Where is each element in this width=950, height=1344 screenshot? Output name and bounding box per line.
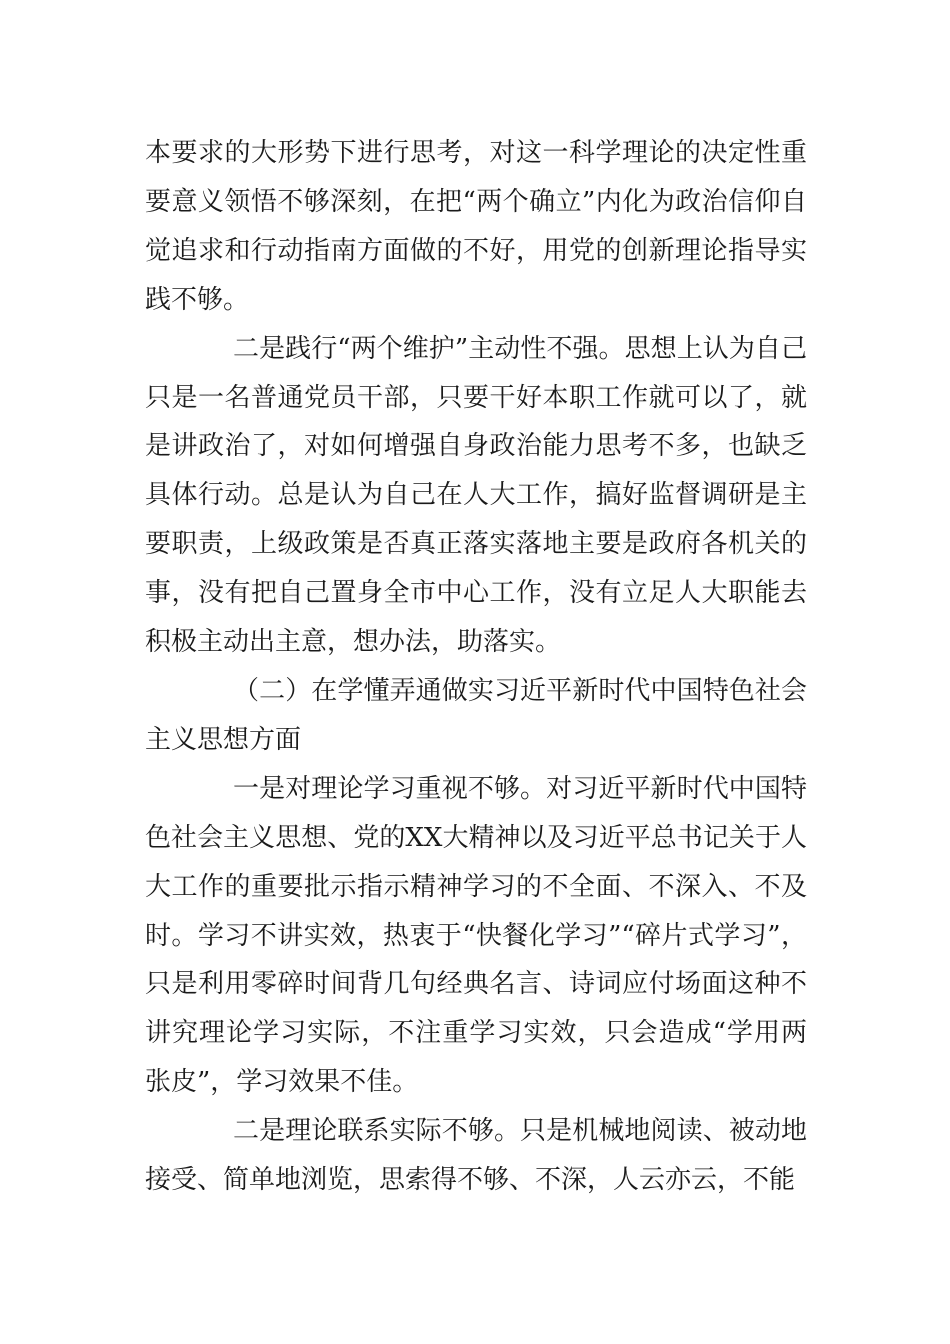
section-heading-two: （二）在学懂弄通做实习近平新时代中国特色社会主义思想方面 — [145, 675, 807, 755]
paragraph-theory-practice: 二是理论联系实际不够。只是机械地阅读、被动地接受、简单地浏览，思索得不够、不深，人云亦云，不能 — [145, 1116, 807, 1196]
paragraph-continuation: 本要求的大形势下进行思考，对这一科学理论的决定性重要意义领悟不够深刻，在把“两个确立”内化为政治信仰自觉追求和行动指南方面做的不好，用党的创新理论指导实践不够。 — [145, 138, 807, 315]
document-body — [145, 129, 807, 1205]
paragraph-theory-study: 一是对理论学习重视不够。对习近平新时代中国特色社会主义思想、党的XX大精神以及习近平总书记关于人大工作的重要批示指示精神学习的不全面、不深入、不及时。学习不讲实效，热衷于“快餐化学习”“碎片式学习”，只是利用零碎时间背几句经典名言、诗词应付场面这种不讲究理论学习实际，不注重学习实效，只会造成“学用两张皮”，学习效果不佳。 — [145, 773, 807, 1098]
paragraph-two-maintenance: 二是践行“两个维护”主动性不强。思想上认为自己只是一名普通党员干部，只要干好本职工作就可以了，就是讲政治了，对如何增强自身政治能力思考不多，也缺乏具体行动。总是认为自己在人大工作，搞好监督调研是主要职责，上级政策是否真正落实落地主要是政府各机关的事，没有把自己置身全市中心工作，没有立足人大职能去积极主动出主意，想办法，助落实。 — [145, 333, 807, 658]
